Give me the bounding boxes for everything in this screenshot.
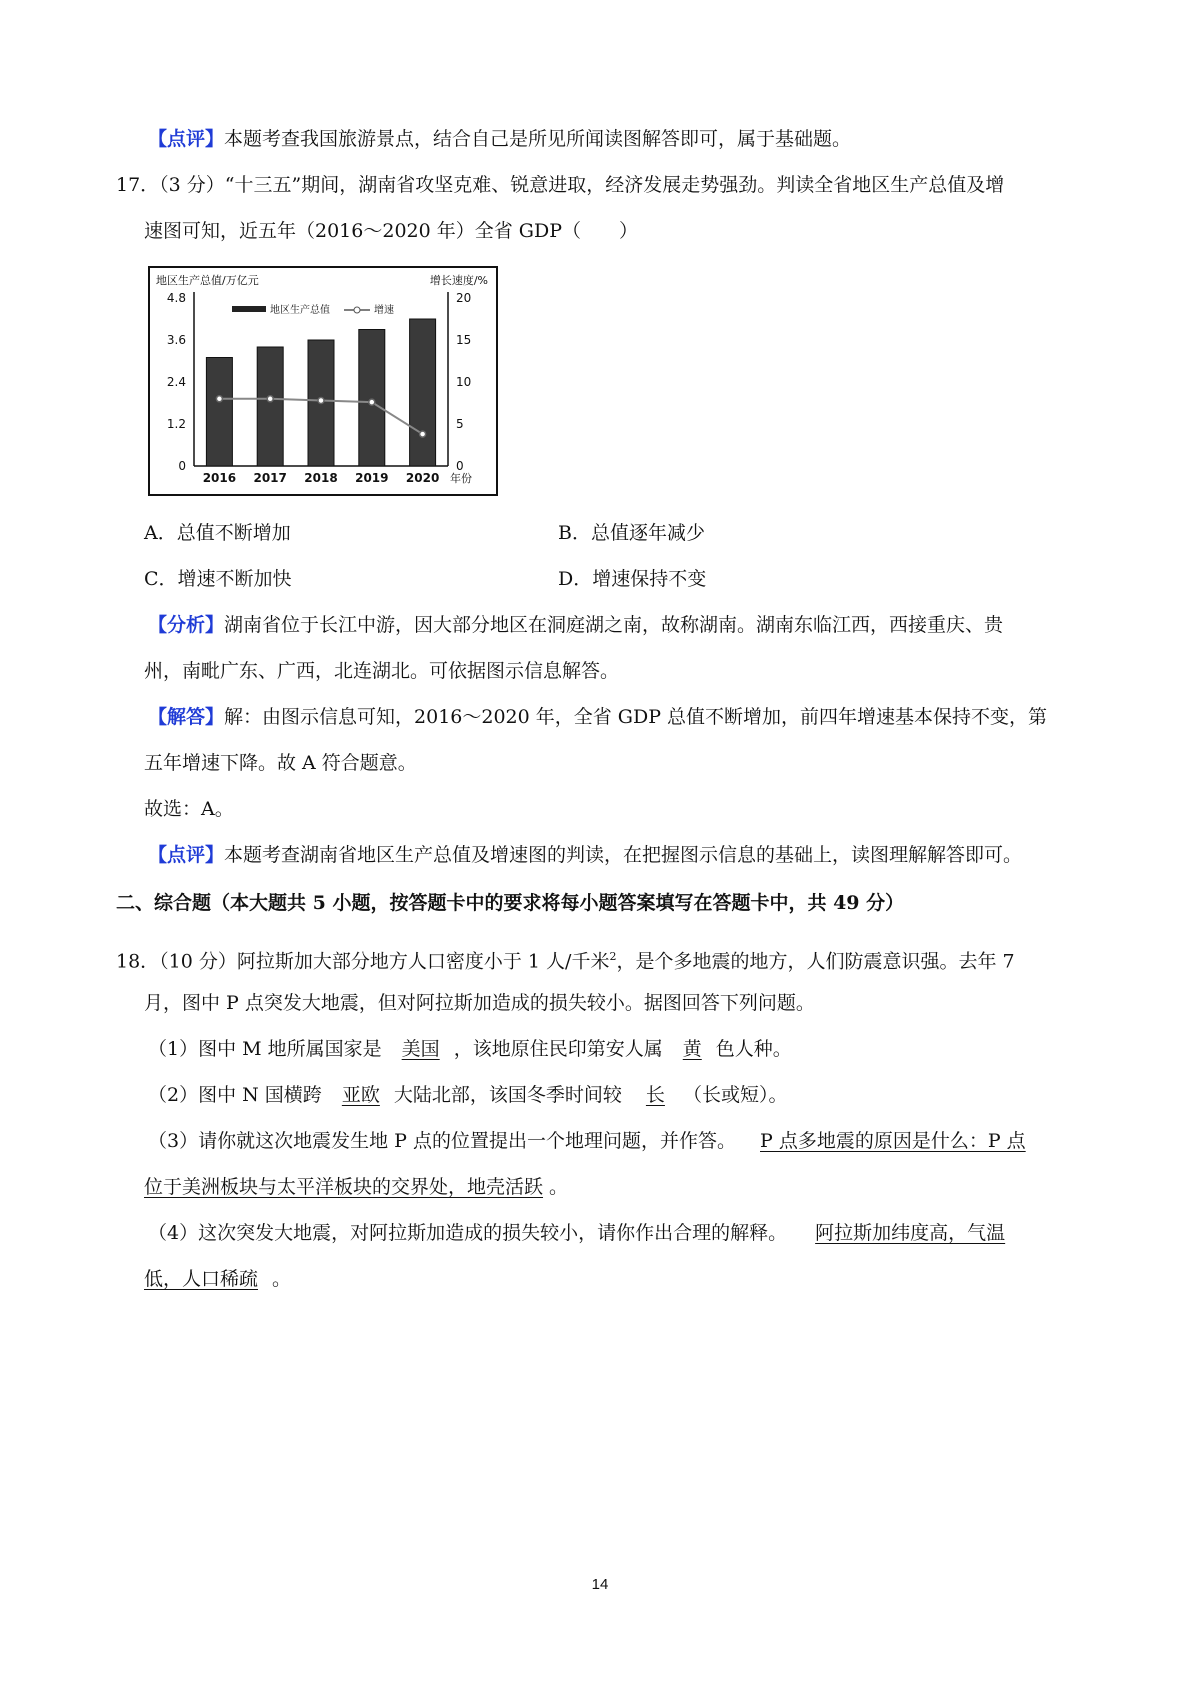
part2-text-a: （2）图中 N 国横跨 xyxy=(148,1084,322,1106)
left-tick-label: 1.2 xyxy=(166,417,186,431)
analysis-line1 xyxy=(148,612,1003,638)
q18-stem-a: 18．（10 分）阿拉斯加大部分地方人口密度小于 1 人/千米 xyxy=(116,950,610,973)
gdp-bar-2019 xyxy=(359,330,385,467)
gdp-chart xyxy=(148,266,498,496)
right-tick-label: 5 xyxy=(456,417,464,431)
part2-text-b: 大陆北部，该国冬季时间较 xyxy=(393,1084,622,1106)
right-tick-label: 20 xyxy=(456,291,472,305)
part3-answer-2: 位于美洲板块与太平洋板块的交界处，地壳活跃 xyxy=(144,1176,544,1198)
section-2-heading: 二、综合题（本大题共 5 小题，按答题卡中的要求将每小题答案填写在答题卡中，共 49 分） xyxy=(116,892,905,914)
part2-text-c: （长或短）。 xyxy=(682,1084,788,1106)
left-tick-label: 4.8 xyxy=(166,291,186,305)
x-tick-label: 2017 xyxy=(253,471,287,485)
review-tag: 【点评】 xyxy=(148,128,225,150)
gdp-bar-2020 xyxy=(410,319,436,466)
answer-tag: 【解答】 xyxy=(148,706,225,728)
legend-gdp-label: 地区生产总值 xyxy=(270,305,330,316)
part4-answer-2: 低，人口稀疏 xyxy=(144,1268,259,1290)
part2-answer-2: 长 xyxy=(645,1084,665,1106)
review-text: 本题考查我国旅游景点，结合自己是所见所闻读图解答即可，属于基础题。 xyxy=(224,128,852,150)
option-c: C．增速不断加快 xyxy=(144,568,292,590)
left-axis-title: 地区生产总值/万亿元 xyxy=(156,274,259,287)
right-tick-label: 10 xyxy=(456,375,472,389)
part1-text-b: ，该地原住民印第安人属 xyxy=(453,1038,663,1060)
part2-answer-1: 亚欧 xyxy=(341,1084,380,1106)
x-tick-label: 2016 xyxy=(202,471,237,485)
q17-stem-line1: 17．（3 分）“十三五”期间，湖南省攻坚克难、锐意进取，经济发展走势强劲。判读全省地区生产总值及增 xyxy=(116,174,1005,196)
left-tick-label: 3.6 xyxy=(166,333,186,347)
legend-bar-swatch xyxy=(232,306,266,312)
part3-text: （3）请你就这次地震发生地 P 点的位置提出一个地理问题，并作答。 xyxy=(148,1130,736,1152)
part3-end: 。 xyxy=(549,1176,569,1198)
gdp-bar-2017 xyxy=(257,347,283,466)
review-16 xyxy=(148,126,851,152)
q18-stem-line1 xyxy=(116,944,1015,974)
right-tick-label: 0 xyxy=(456,459,464,473)
part4-text: （4）这次突发大地震，对阿拉斯加造成的损失较小，请你作出合理的解释。 xyxy=(148,1222,788,1244)
right-axis-title: 增长速度/% xyxy=(429,274,488,287)
analysis-line2: 州，南毗广东、广西，北连湖北。可依据图示信息解答。 xyxy=(144,660,620,682)
review-17 xyxy=(148,842,1022,868)
growth-rate-point-2016 xyxy=(216,396,222,402)
right-tick-label: 15 xyxy=(456,333,472,347)
page-number: 14 xyxy=(591,1576,609,1593)
option-b: B．总值逐年减少 xyxy=(558,522,705,544)
q18-part3-line2 xyxy=(144,1174,568,1200)
growth-rate-point-2019 xyxy=(369,399,375,405)
q18-part4-line2 xyxy=(144,1266,291,1292)
q18-part4-line1 xyxy=(148,1220,1005,1246)
left-tick-label: 0 xyxy=(178,459,186,473)
analysis-text1: 湖南省位于长江中游，因大部分地区在洞庭湖之南，故称湖南。湖南东临江西，西接重庆、贵 xyxy=(224,614,1004,636)
q18-part2 xyxy=(148,1082,787,1108)
legend-line-marker xyxy=(354,307,360,313)
x-tick-label: 2019 xyxy=(355,471,389,485)
q18-part3-line1 xyxy=(148,1128,1026,1154)
part4-end: 。 xyxy=(272,1268,292,1290)
q18-stem-b: ，是个多地震的地方，人们防震意识强。去年 7 xyxy=(616,950,1015,973)
x-axis-unit: 年份 xyxy=(450,472,472,485)
growth-rate-point-2018 xyxy=(318,397,324,403)
q18-stem-sup: 2 xyxy=(609,950,617,963)
option-a: A．总值不断增加 xyxy=(144,522,291,544)
part1-answer-1: 美国 xyxy=(401,1038,440,1060)
gdp-bar-2016 xyxy=(206,358,232,467)
part1-answer-2: 黄 xyxy=(682,1038,702,1060)
left-tick-label: 2.4 xyxy=(166,375,186,389)
answer-line2: 五年增速下降。故 A 符合题意。 xyxy=(144,752,417,774)
x-tick-label: 2018 xyxy=(304,471,338,485)
answer-text1: 解：由图示信息可知，2016～2020 年，全省 GDP 总值不断增加，前四年增速基本保持不变，第 xyxy=(224,706,1048,728)
x-tick-label: 2020 xyxy=(405,471,440,485)
q17-stem-line2: 速图可知，近五年（2016～2020 年）全省 GDP（ ） xyxy=(144,220,638,242)
option-d: D．增速保持不变 xyxy=(558,568,707,590)
part3-answer-1: P 点多地震的原因是什么：P 点 xyxy=(760,1130,1026,1152)
part4-answer-1: 阿拉斯加纬度高，气温 xyxy=(815,1222,1006,1244)
growth-rate-point-2020 xyxy=(420,431,426,437)
q18-part1 xyxy=(148,1036,792,1062)
q18-stem-line2: 月，图中 P 点突发大地震，但对阿拉斯加造成的损失较小。据图回答下列问题。 xyxy=(144,992,815,1014)
growth-rate-point-2017 xyxy=(267,396,273,402)
choice-line: 故选：A。 xyxy=(144,798,234,820)
part1-text-a: （1）图中 M 地所属国家是 xyxy=(148,1038,382,1060)
legend-rate-label: 增速 xyxy=(374,305,394,316)
part1-text-c: 色人种。 xyxy=(715,1038,792,1060)
review-tag: 【点评】 xyxy=(148,844,225,866)
analysis-tag: 【分析】 xyxy=(148,614,225,636)
answer-line1 xyxy=(148,704,1047,730)
review-text: 本题考查湖南省地区生产总值及增速图的判读，在把握图示信息的基础上，读图理解解答即可。 xyxy=(224,844,1023,866)
